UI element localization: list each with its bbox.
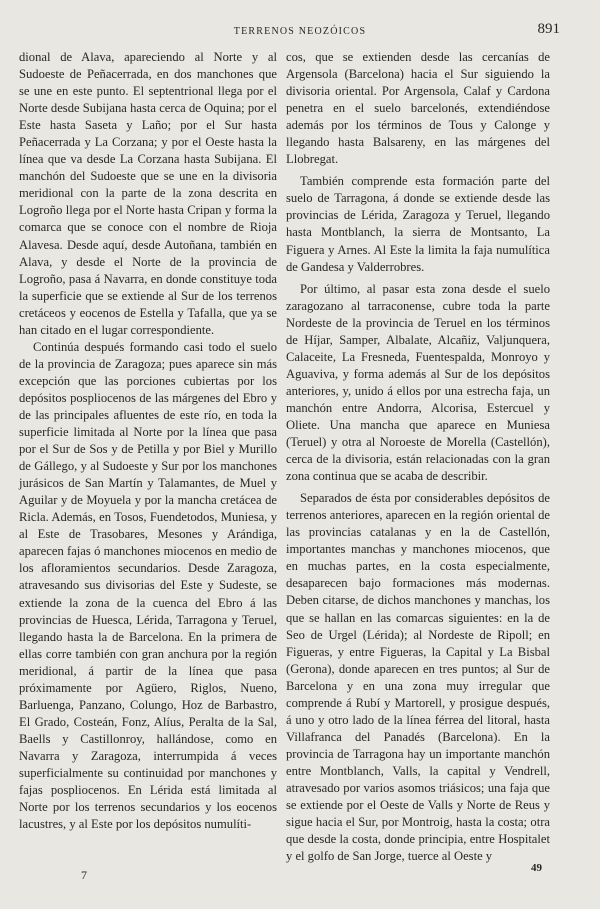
paragraph: También comprende esta formación parte del suelo de Tarragona, á donde se extiende desde las provincias de Lérida, Zaragoza y Teruel, llegando hasta Montblanch, la sierra de Montsanto, La Figuera y Arnes. Al Este la limita la faja numulítica de Gandesa y Valderrobres. <box>286 174 550 274</box>
paragraph: Continúa después formando casi todo el suelo de la provincia de Zaragoza; pues aparece sin más excepción que las porciones cubiertas por los depósitos pospliocenos de las márgenes del Ebro y de las principales afluentes de este río, en toda la superficie limitada al Norte por la línea que pasa por el Sur de Sos y de Petilla y por Biel y Murillo de Gállego, y al Sudoeste y Sur por los manchones jurásicos de San Martín y Talamantes, de Muel y Aguilar y de Moyuela y por la mancha cretácea de Ricla. Además, en Tosos, Fuendetodos, Muniesa, y al Este de Trasobares, Mesones y Arándiga, aparecen fajas ó manchones miocenos en medio de los afloramientos secundarios. Desde Zaragoza, atravesando sus divisorias del Este y Sudeste, se extiende la zona de la cuenca del Ebro á las provincias de Huesca, Lérida, Tarragona y Teruel, llegando hasta la de Barcelona. En la primera de ellas corre también con gran anchura por la región meridional, á partir de la línea que pasa próximamente por Agüero, Riglos, Nueno, Barluenga, Panzano, Colungo, Hoz de Barbastro, El Grado, Costeán, Fonz, Alíus, Peralta de la Sal, Baells y Castillonroy, hallándose, como en Navarra y Zaragoza, interrumpida á veces superficialmente su continuidad por manchones y fajas pospliocenos. En Lérida está limitada al Norte por los terrenos secundarios y los eocenos lacustres, y al Este por los depósitos numulíti- <box>19 339 277 832</box>
paragraph: Separados de ésta por considerables depósitos de terrenos anteriores, aparecen en la región oriental de las provincias catalanas y en la de Castellón, importantes manchas y manchones miocenos, que en muchas partes, en la costa especialmente, desaparecen bajo formaciones más modernas. Deben citarse, de dichos manchones y manchas, los que se hallan en las comarcas siguientes: en la de Seo de Urgel (Lérida); al Nordeste de Ripoll; en Figueras, y entre Figueras, la Capital y La Bisbal (Gerona), donde aparecen en tres puntos; al Sur de Barcelona y en una zona muy irregular que comprende á Rubí y Martorell, y prosigue después, á uno y otro lado de la línea férrea del litoral, hasta Villafranca del Panadés (Barcelona). En la provincia de Tarragona hay un importante manchón entre Montblanch, Valls, la capital y Vendrell, atravesado por varios asomos triásicos; una faja que se extiende por el Oeste de Valls y Norte de Reus y sigue hacia el Sur, por Montroig, hasta la costa; otra que desde la costa, donde principia, entre Hospitalet y el golfo de San Jorge, tuerce al Oeste y <box>286 491 550 864</box>
paragraph: cos, que se extienden desde las cercanías de Argensola (Barcelona) hacia el Sur siguiendo la divisoria oriental. Por Argensola, Calaf y Cardona penetra en el suelo barcelonés, extendiéndose además por los términos de Tous y Calonge y llegando hasta Balsareny, en las márgenes del Llobregat. <box>286 50 550 167</box>
right-column <box>286 49 550 865</box>
signature-mark-right: 49 <box>531 862 542 874</box>
paragraph: Por último, al pasar esta zona desde el suelo zaragozano al tarraconense, cubre toda la parte Nordeste de la provincia de Teruel en los términos de Híjar, Samper, Albalate, Alcañiz, Valjunquera, Calaceite, La Fresneda, Fuentespalda, Monroyo y Aguaviva, y forma además al Sur de los depósitos anteriores, y, unido á ellos por una estrecha faja, un manchón entre Andorra, Alcorisa, Estercuel y Oliete. Una mancha que aparece en Muniesa (Teruel) y otra al Noroeste de Morella (Castellón), cerca de la divisoria, están relacionadas con la gran zona continua que se acaba de describir. <box>286 281 550 484</box>
left-column <box>19 49 277 833</box>
page-number: 891 <box>537 21 560 37</box>
paragraph: dional de Alava, apareciendo al Norte y al Sudoeste de Peñacerrada, en dos manchones que se une en este punto. El septentrional llega por el Norte desde Subijana hasta cerca de Oquina; por el Este hasta Saseta y Laño; por el Sur hasta Peñacerrada y La Corzana; y por el Oeste hasta la línea que va desde La Corzana hasta Subijana. El manchón del Sudoeste que se une en la divisoria meridional con la parte de la zona descrita en Logroño llega por el Norte hasta Cripan y forma la comarca que se conoce con el nombre de Rioja Alavesa. Desde aquí, desde Autoñana, también en Alava, y desde el Norte de la provincia de Logroño, pasa á Navarra, en donde constituye toda la superficie que se extiende al Sur de los terrenos cretáceos y eocenos de Estella y Tafalla, que ya se han citado en el lugar correspondiente. <box>19 50 277 337</box>
signature-mark-left: 7 <box>81 868 87 882</box>
running-title: TERRENOS NEOZÓICOS <box>233 26 367 37</box>
